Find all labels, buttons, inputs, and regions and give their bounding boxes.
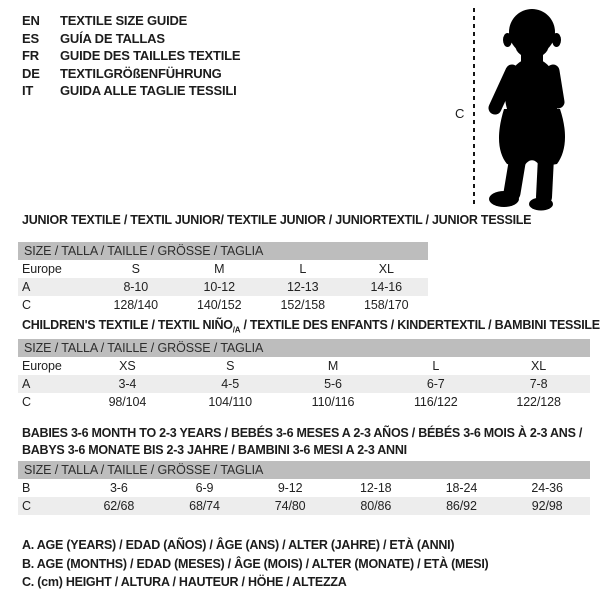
size-cell: 80/86 [333, 497, 419, 515]
childrens-textile-title [22, 317, 600, 339]
lang-code: EN [22, 13, 40, 28]
row-label: C [18, 497, 76, 515]
size-cell: 7-8 [487, 375, 590, 393]
table-row [18, 278, 428, 296]
size-cell: 104/110 [208, 395, 252, 409]
title-subscript: /A [232, 325, 241, 335]
table-row [18, 479, 590, 497]
table-row [18, 260, 428, 278]
lang-label: GUIDA ALLE TAGLIE TESSILI [60, 83, 237, 98]
table-row [18, 339, 590, 357]
size-cell: 8-10 [94, 278, 178, 296]
lang-code: ES [22, 30, 39, 46]
lang-code: DE [22, 65, 40, 81]
title-line: BABIES 3-6 MONTH TO 2-3 YEARS / BEBÉS 3-6 MESES A 2-3 AÑOS / BÉBÉS 3-6 MOIS À 2-3 ANS / [22, 426, 583, 440]
height-measure-dashed-line [473, 8, 475, 208]
lang-row-de [22, 65, 240, 83]
lang-row-es [22, 30, 240, 48]
size-cell: 68/74 [162, 497, 248, 515]
size-cell: 6-9 [195, 481, 214, 495]
size-cell: 140/152 [197, 298, 242, 312]
language-guide-list [22, 12, 240, 100]
size-cell: M [214, 262, 225, 276]
size-cell: 62/68 [76, 497, 162, 515]
table-row [18, 242, 428, 260]
size-cell: 18-24 [445, 481, 478, 495]
lang-code: IT [22, 83, 34, 98]
size-cell: 122/128 [516, 395, 561, 409]
size-cell: 3-6 [109, 481, 128, 495]
childrens-textile-table [18, 339, 590, 411]
size-cell: 6-7 [384, 375, 487, 393]
babies-textile-title [22, 425, 582, 459]
size-cell: 86/92 [419, 497, 505, 515]
size-cell: 10-12 [178, 278, 262, 296]
size-cell: 5-6 [282, 375, 385, 393]
size-cell: L [299, 262, 307, 276]
size-cell: 4-5 [179, 375, 282, 393]
size-cell: 9-12 [277, 481, 303, 495]
size-cell: XL [531, 359, 547, 373]
row-label: C [22, 298, 31, 312]
lang-row-en [22, 12, 240, 30]
size-cell: 98/104 [108, 395, 147, 409]
height-marker-label: C [455, 106, 465, 121]
table-row [18, 461, 590, 479]
size-header-bar: SIZE / TALLA / TAILLE / GRÖSSE / TAGLIA [18, 461, 590, 479]
legend-line-a: A. AGE (YEARS) / EDAD (AÑOS) / ÂGE (ANS) / ALTER (JAHRE) / ETÀ (ANNI) [22, 538, 455, 552]
row-label: A [18, 375, 76, 393]
size-cell: XL [378, 262, 394, 276]
row-label: A [18, 278, 94, 296]
size-cell: 3-4 [76, 375, 179, 393]
junior-textile-table [18, 242, 428, 314]
lang-label: GUIDE DES TAILLES TEXTILE [60, 48, 241, 63]
row-label: Europe [22, 359, 62, 373]
row-label: B [22, 481, 31, 495]
size-cell: S [131, 262, 140, 276]
lang-code: FR [22, 48, 39, 63]
size-cell: 74/80 [247, 497, 333, 515]
size-cell: M [327, 359, 339, 373]
lang-row-it [22, 82, 240, 100]
lang-row-fr [22, 47, 240, 65]
title-line: BABYS 3-6 MONATE BIS 2-3 JAHRE / BAMBINI 3-6 MESI A 2-3 ANNI [22, 443, 407, 457]
size-cell: 152/158 [280, 298, 325, 312]
size-cell: 12-13 [261, 278, 345, 296]
size-cell: 116/122 [414, 395, 458, 409]
row-label: C [22, 395, 31, 409]
row-label: Europe [22, 262, 62, 276]
size-header-bar: SIZE / TALLA / TAILLE / GRÖSSE / TAGLIA [18, 242, 428, 260]
junior-textile-title: JUNIOR TEXTILE / TEXTIL JUNIOR/ TEXTILE JUNIOR / JUNIORTEXTIL / JUNIOR TESSILE [22, 213, 532, 227]
size-cell: S [226, 359, 235, 373]
size-cell: 92/98 [504, 497, 590, 515]
toddler-silhouette-image [486, 6, 578, 212]
lang-label: GUÍA DE TALLAS [60, 30, 165, 46]
size-cell: 128/140 [113, 298, 158, 312]
size-cell: 24-36 [531, 481, 563, 495]
title-text: CHILDREN'S TEXTILE / TEXTIL NIÑO [22, 318, 233, 332]
legend [22, 536, 488, 592]
table-row [18, 393, 590, 411]
lang-label: TEXTILE SIZE GUIDE [60, 13, 188, 28]
size-cell: 158/170 [364, 298, 409, 312]
size-cell: XS [119, 359, 136, 373]
legend-line-c: C. (cm) HEIGHT / ALTURA / HAUTEUR / HÖHE / ALTEZZA [22, 575, 347, 589]
size-header-bar: SIZE / TALLA / TAILLE / GRÖSSE / TAGLIA [18, 339, 590, 357]
babies-textile-table [18, 461, 590, 515]
size-cell: 14-16 [345, 278, 429, 296]
table-row [18, 375, 590, 393]
size-cell: L [432, 359, 440, 373]
table-row [18, 357, 590, 375]
table-row [18, 497, 590, 515]
legend-line-b: B. AGE (MONTHS) / EDAD (MESES) / ÂGE (MOIS) / ALTER (MONATE) / ETÀ (MESI) [22, 556, 489, 571]
size-cell: 110/116 [311, 395, 355, 409]
table-row [18, 296, 428, 314]
lang-label: TEXTILGRÖßENFÜHRUNG [60, 65, 222, 81]
size-cell: 12-18 [360, 481, 392, 495]
title-text: / TEXTILE DES ENFANTS / KINDERTEXTIL / BAMBINI TESSILE [240, 318, 600, 332]
